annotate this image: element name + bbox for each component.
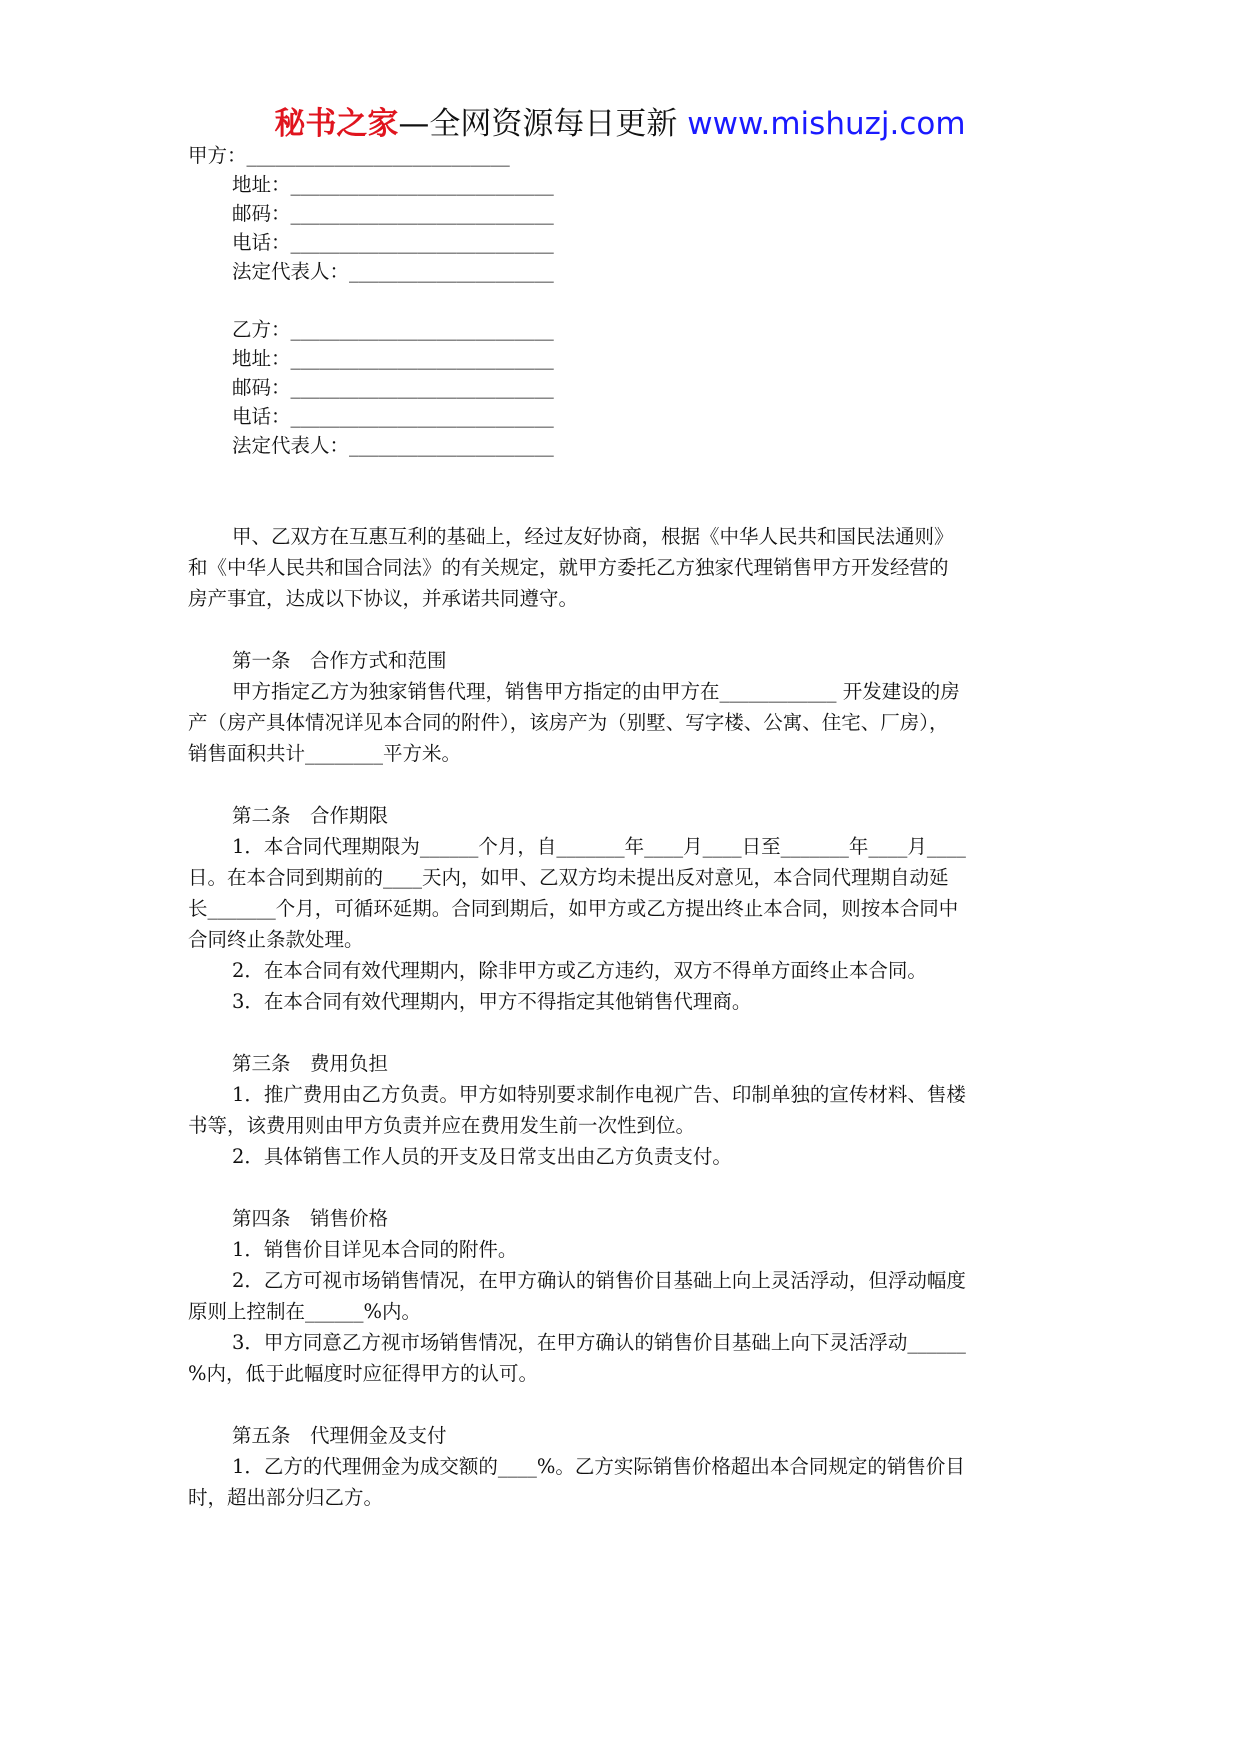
article-3-clause-1-line-2: 书等，该费用则由甲方负责并应在费用发生前一次性到位。 (188, 1114, 696, 1137)
article-3-title: 第三条 费用负担 (232, 1052, 389, 1075)
article-4-clause-3-line-2: %内，低于此幅度时应征得甲方的认可。 (188, 1362, 539, 1385)
article-4-clause-1: 1．销售价目详见本合同的附件。 (232, 1238, 518, 1261)
party-a-postcode-field: 邮码：___________________________ (232, 202, 554, 225)
brand-name: 秘书之家 (274, 106, 399, 142)
article-1-line-1: 甲方指定乙方为独家销售代理，销售甲方指定的由甲方在____________ 开发建设的房 (232, 680, 960, 703)
site-header-banner (0, 100, 1240, 148)
article-5-clause-1-line-1: 1．乙方的代理佣金为成交额的____%。乙方实际销售价格超出本合同规定的销售价目 (232, 1455, 965, 1478)
article-2-clause-1-line-2: 日。在本合同到期前的____天内，如甲、乙双方均未提出反对意见，本合同代理期自动延 (188, 866, 949, 889)
article-1-line-3: 销售面积共计________平方米。 (188, 742, 462, 765)
article-4-clause-2-line-1: 2．乙方可视市场销售情况，在甲方确认的销售价目基础上向上灵活浮动，但浮动幅度 (232, 1269, 966, 1292)
article-2-clause-1-line-3: 长_______个月，可循环延期。合同到期后，如甲方或乙方提出终止本合同，则按本合同中 (188, 897, 959, 920)
party-b-phone-field: 电话：___________________________ (232, 405, 554, 428)
preamble-line-2: 和《中华人民共和国合同法》的有关规定，就甲方委托乙方独家代理销售甲方开发经营的 (188, 556, 949, 579)
party-a-phone-field: 电话：___________________________ (232, 231, 554, 254)
preamble-line-3: 房产事宜，达成以下协议，并承诺共同遵守。 (188, 587, 579, 610)
party-b-legal-rep-field: 法定代表人：_____________________ (232, 434, 554, 457)
article-3-clause-1-line-1: 1．推广费用由乙方负责。甲方如特别要求制作电视广告、印制单独的宣传材料、售楼 (232, 1083, 966, 1106)
party-b-field: 乙方：___________________________ (232, 318, 554, 341)
article-2-clause-2: 2．在本合同有效代理期内，除非甲方或乙方违约，双方不得单方面终止本合同。 (232, 959, 927, 982)
article-2-title: 第二条 合作期限 (232, 804, 389, 827)
preamble-line-1: 甲、乙双方在互惠互利的基础上，经过友好协商，根据《中华人民共和国民法通则》 (232, 525, 954, 548)
article-2-clause-1-line-4: 合同终止条款处理。 (188, 928, 364, 951)
site-url-link[interactable]: www.mishuzj.com (687, 106, 966, 142)
site-slogan: —全网资源每日更新 (398, 106, 688, 142)
article-5-clause-1-line-2: 时，超出部分归乙方。 (188, 1486, 384, 1509)
article-1-line-2: 产（房产具体情况详见本合同的附件），该房产为（别墅、写字楼、公寓、住宅、厂房）， (188, 711, 949, 734)
article-2-clause-3: 3．在本合同有效代理期内，甲方不得指定其他销售代理商。 (232, 990, 752, 1013)
article-4-title: 第四条 销售价格 (232, 1207, 389, 1230)
party-a-field: 甲方：___________________________ (188, 144, 510, 167)
article-4-clause-3-line-1: 3．甲方同意乙方视市场销售情况，在甲方确认的销售价目基础上向下灵活浮动______ (232, 1331, 966, 1354)
party-a-address-field: 地址：___________________________ (232, 173, 554, 196)
party-b-address-field: 地址：___________________________ (232, 347, 554, 370)
party-b-postcode-field: 邮码：___________________________ (232, 376, 554, 399)
article-1-title: 第一条 合作方式和范围 (232, 649, 447, 672)
article-4-clause-2-line-2: 原则上控制在______%内。 (188, 1300, 422, 1323)
article-3-clause-2: 2．具体销售工作人员的开支及日常支出由乙方负责支付。 (232, 1145, 732, 1168)
article-2-clause-1-line-1: 1．本合同代理期限为______个月，自_______年____月____日至_______年____月____ (232, 835, 966, 858)
article-5-title: 第五条 代理佣金及支付 (232, 1424, 447, 1447)
party-a-legal-rep-field: 法定代表人：_____________________ (232, 260, 554, 283)
